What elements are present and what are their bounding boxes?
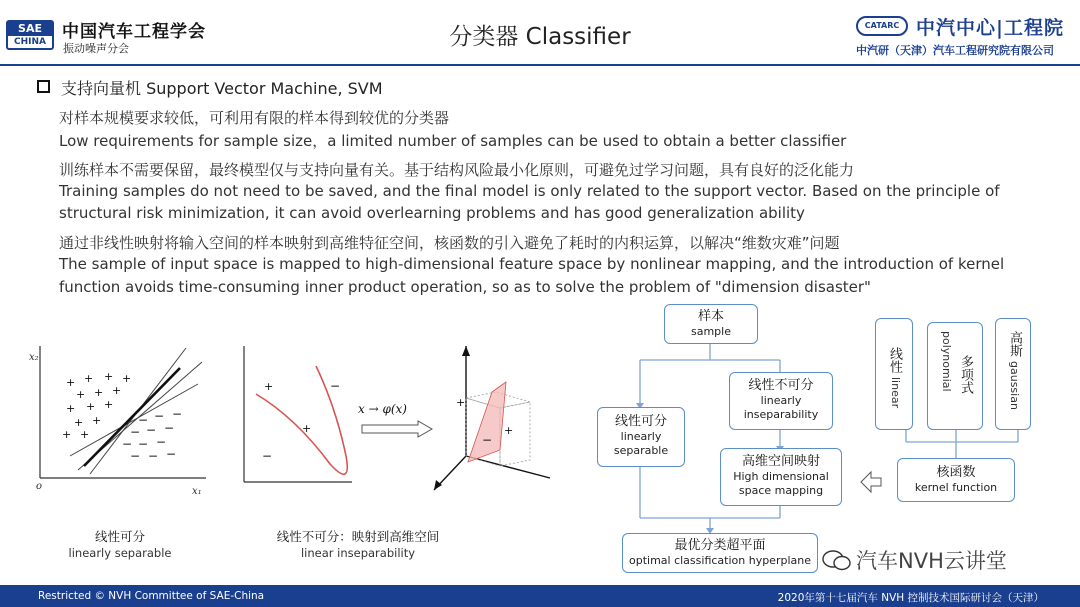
- figure2-caption-en: linear inseparability: [300, 546, 416, 560]
- flow-node-linear-inseparable: [729, 372, 833, 430]
- plus-point: +: [104, 370, 114, 383]
- kernel-gaussian-en: gaussian: [1008, 361, 1021, 410]
- minus-point: −: [146, 423, 157, 437]
- bullet-square-icon: [37, 80, 50, 93]
- plus-point: +: [62, 428, 72, 441]
- org-name: 中国汽车工程学会: [62, 22, 206, 42]
- kernel-linear-en: linear: [889, 377, 902, 409]
- feature-space-3d-plot: [420, 338, 560, 498]
- plus-point: +: [122, 372, 132, 385]
- paragraph-en-3b: function avoids time-consuming inner product operation, so as to solve the problem of "dimension disaster": [59, 278, 871, 296]
- plus-point: +: [264, 380, 274, 393]
- plus-point: +: [104, 398, 114, 411]
- y-axis-label: x₂: [29, 352, 39, 363]
- high-dim-en2: space mapping: [738, 484, 824, 497]
- slide-header: [0, 0, 1080, 66]
- plus-point: +: [456, 396, 466, 409]
- figure1-caption-zh: 线性可分: [94, 529, 145, 544]
- linear-insep-zh: 线性不可分: [748, 378, 814, 393]
- kernel-type-linear: [875, 318, 913, 430]
- minus-point: −: [330, 379, 341, 393]
- kernel-type-connectors: [870, 428, 1050, 460]
- plus-point: +: [112, 384, 122, 397]
- flow-node-linear-separable: [597, 407, 685, 467]
- left-arrow-icon: [859, 468, 883, 498]
- plus-point: +: [80, 428, 90, 441]
- x-axis-label: x₁: [192, 486, 202, 497]
- watermark-text: 汽车NVH云讲堂: [856, 549, 1007, 573]
- minus-point: −: [154, 409, 165, 423]
- minus-point: −: [156, 435, 167, 449]
- mapping-label: x → φ(x): [358, 402, 407, 416]
- minus-point: −: [122, 437, 133, 451]
- footer-copyright: Restricted © NVH Committee of SAE-China: [38, 590, 265, 602]
- kernel-type-gaussian: [995, 318, 1031, 430]
- minus-point: −: [130, 425, 141, 439]
- paragraph-en-3a: The sample of input space is mapped to high-dimensional feature space by nonlinear mapping, and the introduction of kernel: [59, 255, 1005, 273]
- sample-label-en: sample: [691, 325, 731, 338]
- minus-point: −: [138, 413, 149, 427]
- org-subbranch: 振动噪声分会: [63, 42, 129, 55]
- footer-event: 2020年第十七届汽车 NVH 控制技术国际研讨会（天津）: [777, 592, 1044, 604]
- minus-point: −: [166, 447, 177, 461]
- kernel-type-polynomial: [927, 322, 983, 430]
- figure2-caption-zh: 线性不可分：映射到高维空间: [276, 529, 440, 544]
- plus-point: +: [504, 424, 514, 437]
- nonlinear-input-plot: [236, 338, 356, 488]
- minus-point: −: [138, 437, 149, 451]
- figure1-caption-en: linearly separable: [68, 546, 172, 560]
- header-divider: [0, 64, 1080, 66]
- high-dim-en1: High dimensional: [733, 470, 829, 483]
- paragraph-en-2b: structural risk minimization, it can avoid overlearning problems and has good generalization ability: [59, 204, 805, 222]
- minus-point: −: [482, 433, 493, 447]
- high-dim-zh: 高维空间映射: [741, 454, 820, 469]
- minus-point: −: [172, 407, 183, 421]
- optimal-en: optimal classification hyperplane: [628, 554, 811, 567]
- minus-point: −: [262, 449, 273, 463]
- kernel-linear-zh: 线性: [887, 347, 902, 373]
- linear-insep-en2: inseparability: [743, 408, 819, 421]
- kernel-en: kernel function: [914, 481, 998, 494]
- kernel-zh: 核函数: [936, 465, 976, 480]
- linear-sep-en1: linearly: [620, 430, 662, 443]
- sae-logo-top: SAE: [8, 22, 52, 36]
- plus-point: +: [84, 372, 94, 385]
- minus-point: −: [164, 421, 175, 435]
- linear-sep-zh: 线性可分: [614, 414, 667, 429]
- plus-point: +: [92, 414, 102, 427]
- plus-points: [62, 370, 131, 441]
- linear-separable-plot: [26, 338, 216, 500]
- minus-point: −: [148, 449, 159, 463]
- plus-point: +: [94, 386, 104, 399]
- plus-point: +: [66, 376, 76, 389]
- catarc-name: 中汽中心|工程院: [916, 17, 1064, 39]
- flow-node-optimal-hyperplane: [622, 533, 818, 573]
- plus-point: +: [74, 416, 84, 429]
- slide-footer: [0, 585, 1080, 607]
- paragraph-zh-1: 对样本规模要求较低，可利用有限的样本得到较优的分类器: [59, 109, 450, 127]
- section-heading: 支持向量机 Support Vector Machine, SVM: [61, 79, 383, 98]
- wechat-icon: [822, 548, 852, 572]
- flow-node-sample: [664, 304, 758, 344]
- paragraph-zh-2: 训练样本不需要保留，最终模型仅与支持向量有关。基于结构风险最小化原则，可避免过学习问题，具有良好的泛化能力: [59, 161, 855, 179]
- plus-point: +: [86, 400, 96, 413]
- kernel-gaussian-zh: 高斯: [1007, 331, 1022, 357]
- sample-label-zh: 样本: [697, 309, 724, 324]
- catarc-subtitle: 中汽研（天津）汽车工程研究院有限公司: [856, 44, 1054, 57]
- paragraph-zh-3: 通过非线性映射将输入空间的样本映射到高维特征空间，核函数的引入避免了耗时的内积运算，以解决“维数灾难”问题: [59, 234, 840, 252]
- paragraph-en-2a: Training samples do not need to be saved, and the final model is only related to the support vector. Based on the principle of: [59, 182, 1000, 200]
- linear-sep-en2: separable: [613, 444, 669, 457]
- plus-point: +: [302, 422, 312, 435]
- origin-label: o: [36, 481, 43, 492]
- flow-node-kernel-function: [897, 458, 1015, 502]
- page-title: 分类器 Classifier: [449, 24, 631, 50]
- optimal-zh: 最优分类超平面: [674, 538, 766, 553]
- kernel-polynomial-en: polynomial: [940, 331, 953, 392]
- minus-points: [122, 407, 182, 463]
- flow-node-high-dim-mapping: [720, 448, 842, 506]
- paragraph-en-1: Low requirements for sample size，a limited number of samples can be used to obtain a better classifier: [59, 132, 847, 150]
- plus-point: +: [76, 388, 86, 401]
- sae-logo-bottom: CHINA: [14, 37, 46, 47]
- linear-insep-en1: linearly: [760, 394, 802, 407]
- kernel-polynomial-zh: 多项式: [958, 355, 973, 394]
- plus-point: +: [66, 402, 76, 415]
- x-axis: [466, 456, 550, 478]
- catarc-logo: CATARC: [856, 16, 908, 36]
- minus-point: −: [130, 449, 141, 463]
